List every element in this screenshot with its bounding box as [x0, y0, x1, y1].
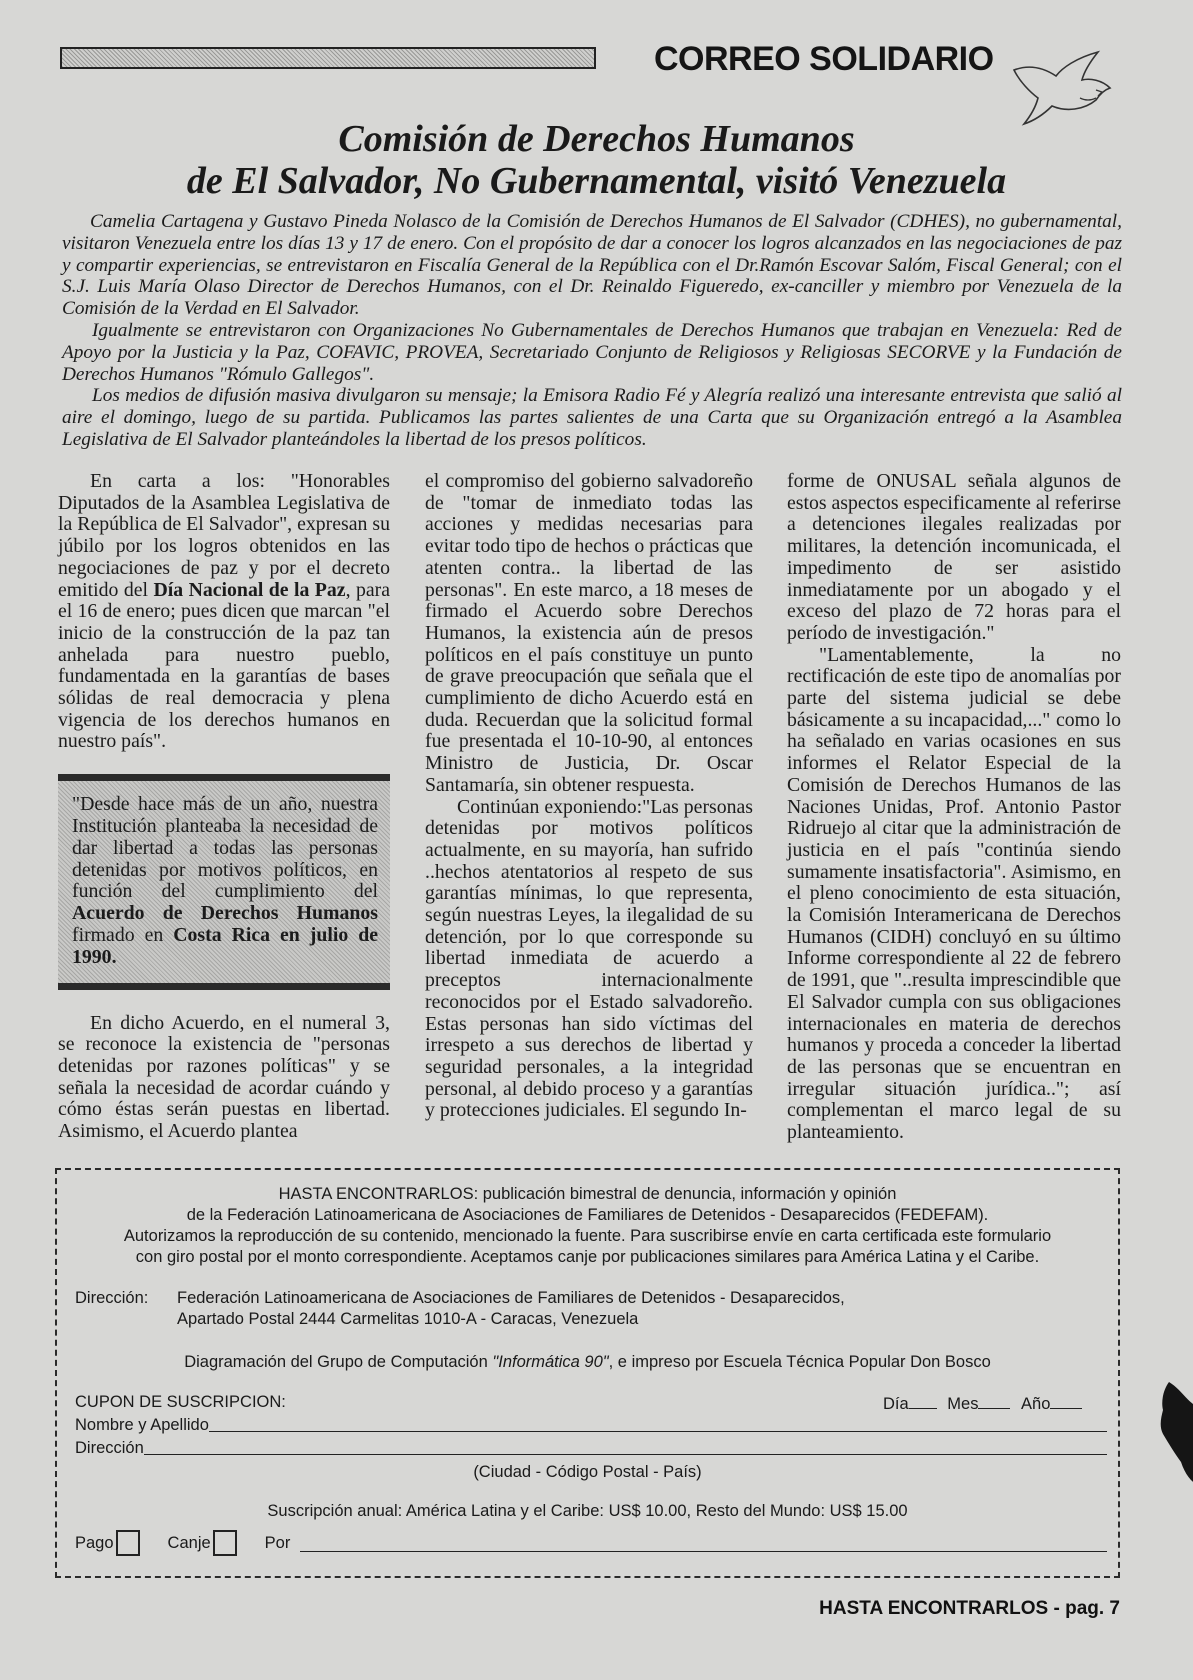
text-run-bold: Día Nacional de la Paz [153, 578, 346, 601]
canje-label: Canje [167, 1533, 211, 1552]
column-2 [425, 471, 753, 1122]
subscription-box [55, 1168, 1120, 1578]
city-hint: (Ciudad - Código Postal - País) [473, 1463, 702, 1481]
annual-price: Suscripción anual: América Latina y el Caribe: US$ 10.00, Resto del Mundo: US$ 15.00 [267, 1502, 908, 1520]
por-field[interactable] [300, 1535, 1107, 1552]
canje-checkbox[interactable] [213, 1530, 237, 1556]
lead-paragraph: Igualmente se entrevistaron con Organizaciones No Gubernamentales de Derechos Humanos que trabajan en Venezuela: Red de Apoyo por la Justicia y la Paz, COFAVIC, PROVEA, Secretariado Conjunto de Religiosos y Religiosas SECORVE y la Fundación de Derechos Humanos "Rómulo Gallegos". [62, 319, 1122, 385]
subscription-line: de la Federación Latinoamericana de Asociaciones de Familiares de Detenidos - Desaparecidos (FEDEFAM). [186, 1206, 989, 1224]
year-label: Año [1021, 1395, 1051, 1413]
column-3 [787, 471, 1121, 1144]
dove-icon [1010, 50, 1118, 128]
text-run: En carta a los: "Honorables Diputados de la Asamblea Legislativa de la República de El Salvador", expresan su júbilo por los logros obtenidos en las negociaciones de paz y por el decreto emitido del [58, 470, 390, 601]
headline-line-1: Comisión de Derechos Humanos [338, 118, 855, 160]
ink-blot [1139, 1378, 1193, 1488]
year-field[interactable] [1050, 1392, 1082, 1409]
text-run: Diagramación del Grupo de Computación [184, 1353, 493, 1371]
address-label: Dirección: [75, 1289, 149, 1307]
day-label: Día [883, 1395, 909, 1413]
column-3-paragraph-2: "Lamentablemente, la no rectificación de este tipo de anomalías por parte del sistema judicial se debe básicamente a su incapacidad,..." como lo ha señalado en varias ocasiones en sus informes el Relator Especial de la Comisión de Derechos Humanos de las Naciones Unidas, Prof. Antonio Pastor Ridruejo al citar que la administración de justicia en el país "continúa siendo sumamente insatisfactoria". Asimismo, en el pleno conocimiento de esta situación, la Comisión Interamericana de Derechos Humanos (CIDH) concluyó en su último Informe correspondiente al 22 de febrero de 1991, que "..resulta imprescindible que El Salvador cumpla con sus obligaciones internacionales en materia de derechos humanos y proceda a conceder la libertad de las personas que se encuentran en irregular situación jurídica.."; así complementan el marco legal de su planteamiento. [787, 643, 1121, 1144]
address-field-label: Dirección [75, 1439, 144, 1457]
subscription-line: HASTA ENCONTRARLOS: publicación bimestral de denuncia, información y opinión [278, 1185, 897, 1203]
pago-checkbox[interactable] [116, 1530, 140, 1556]
pull-quote-bold: Costa Rica en julio de 1990. [72, 923, 378, 968]
masthead-title: CORREO SOLIDARIO [654, 40, 994, 78]
headline [0, 118, 1193, 202]
text-run: , para el 16 de enero; pues dicen que marcan "el inicio de la construcción de la paz tan anhelada para nuestro pueblo, fundamentada en la garantías de bases sólidas de real democracia y plena vigencia de los derechos humanos en nuestro país". [58, 578, 390, 753]
masthead-bar [60, 47, 596, 69]
column-2-paragraph-2: Continúan exponiendo:"Las personas detenidas por motivos políticos actualmente, en su mayoría, han sufrido ..hechos atentatorios al respeto de sus garantías mínimas, lo que representa, según nuestras Leyes, la ilegalidad de su detención, por lo que corresponde su libertad inmediata de acuerdo a preceptos internacionalmente reconocidos por el Estado salvadoreño. Estas personas han sido víctimas del irrespeto a sus derechos de libertad y seguridad personales, a la integridad personal, al debido proceso y a garantías y protecciones judiciales. El segundo In- [425, 795, 753, 1122]
month-field[interactable] [978, 1392, 1010, 1409]
address-field[interactable] [144, 1438, 1107, 1455]
subscription-line: Autorizamos la reproducción de su contenido, mencionado la fuente. Para suscribirse envíe en carta certificada este formulario [123, 1227, 1052, 1245]
address-line-2: Apartado Postal 2444 Carmelitas 1010-A - Caracas, Venezuela [177, 1310, 639, 1328]
page-footer: HASTA ENCONTRARLOS - pag. 7 [819, 1598, 1120, 1619]
lead-paragraph: Los medios de difusión masiva divulgaron su mensaje; la Emisora Radio Fé y Alegría realizó una interesante entrevista que salió al aire el domingo, luego de su partida. Publicamos las partes salientes de una Carta que su Organización entregó a la Asamblea Legislativa de El Salvador planteándoles la libertad de los presos políticos. [62, 385, 1122, 450]
text-run: , e impreso por Escuela Técnica Popular Don Bosco [608, 1353, 991, 1371]
pull-quote-text: "Desde hace más de un año, nuestra Institución planteaba la necesidad de dar libertad a todas las personas detenidas por motivos políticos, en función del cumplimiento del [72, 793, 378, 903]
name-field[interactable] [209, 1415, 1107, 1432]
headline-line-2: de El Salvador, No Gubernamental, visitó Venezuela [186, 160, 1007, 202]
column-1-paragraph-1 [58, 471, 390, 753]
column-1 [58, 471, 390, 1143]
text-run-italic: "Informática 90" [492, 1353, 609, 1371]
pull-quote-bold: Acuerdo de Derechos Humanos [72, 902, 378, 925]
name-label: Nombre y Apellido [75, 1416, 209, 1434]
coupon-label: CUPON DE SUSCRIPCION: [75, 1393, 286, 1411]
address-line-1: Federación Latinoamericana de Asociaciones de Familiares de Detenidos - Desaparecidos, [177, 1289, 845, 1307]
day-field[interactable] [909, 1392, 937, 1409]
payment-row [75, 1530, 1107, 1556]
por-label: Por [264, 1533, 291, 1552]
printing-credit [57, 1352, 1118, 1373]
column-3-paragraph-1: forme de ONUSAL señala algunos de estos aspectos especificamente al referirse a detenciones ilegales realizadas por militares, la detención incomunicada, el impedimento de ser asistido inmediatamente por un abogado y el exceso del plazo de 72 horas para el período de investigación." [787, 470, 1121, 644]
pull-quote-text: firmado en [72, 923, 174, 946]
lead-paragraphs [62, 211, 1122, 451]
column-2-paragraph-1: el compromiso del gobierno salvadoreño de "tomar de inmediato todas las acciones y medidas necesarias para evitar todo tipo de hechos o prácticas que atenten contra.. la libertad de las personas". En este marco, a 18 meses de firmado el Acuerdo sobre Derechos Humanos, la existencia aún de presos políticos en el país constituye un punto de grave preocupación que señala que el cumplimiento de dicho Acuerdo está en duda. Recuerdan que la solicitud formal fue presentada el 10-10-90, al entonces Ministro de Justicia, Dr. Oscar Santamaría, sin obtener respuesta. [425, 470, 753, 796]
name-row [75, 1415, 1107, 1436]
month-label: Mes [947, 1395, 979, 1413]
pago-label: Pago [75, 1533, 114, 1552]
lead-paragraph: Camelia Cartagena y Gustavo Pineda Nolasco de la Comisión de Derechos Humanos de El Salvador (CDHES), no gubernamental, visitaron Venezuela entre los días 13 y 17 de enero. Con el propósito de dar a conocer los logros alcanzados en las negociaciones de paz y compartir experiencias, se entrevistaron en Fiscalía General de la República con el Dr.Ramón Escovar Salóm, Fiscal General; con el S.J. Luis María Olaso Director de Derechos Humanos, con el Dr. Reinaldo Figueredo, ex-canciller y miembro por Venezuela de la Comisión de la Verdad en El Salvador. [62, 211, 1122, 320]
column-1-paragraph-2: En dicho Acuerdo, en el numeral 3, se reconoce la existencia de "personas detenidas por razones políticas" y se señala la necesidad de acordar cuándo y cómo éstas serán puestas en libertad. Asimismo, el Acuerdo plantea [58, 1011, 390, 1143]
address-row [75, 1438, 1107, 1459]
date-fields [883, 1392, 1082, 1415]
subscription-line: con giro postal por el monto correspondiente. Aceptamos canje por publicaciones similares para América Latina y el Caribe. [135, 1248, 1040, 1266]
pull-quote [58, 774, 390, 989]
